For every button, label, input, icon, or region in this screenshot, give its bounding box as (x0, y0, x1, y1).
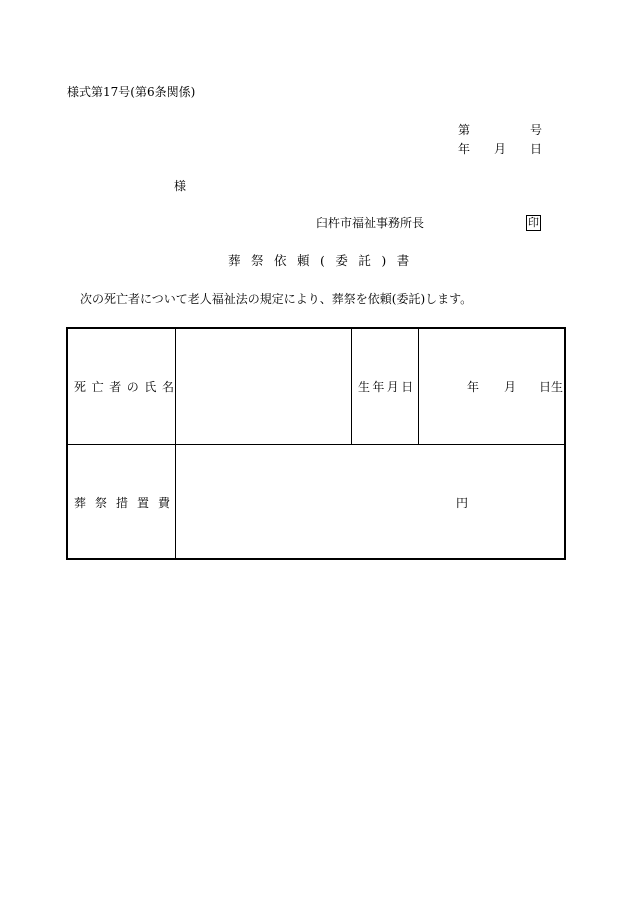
funeral-cost-label: 葬祭措置費 (74, 496, 180, 510)
funeral-cost-unit: 円 (456, 496, 469, 510)
deceased-name-label: 死亡者の氏名 (74, 380, 180, 394)
issue-date-month: 月 (494, 142, 507, 156)
request-statement: 次の死亡者について老人福祉法の規定により、葬祭を依頼(委託)します。 (80, 292, 473, 306)
addressee-honorific: 様 (174, 179, 187, 193)
table-name-birth-divider (351, 329, 352, 445)
birthdate-day-born: 日生 (539, 380, 564, 394)
table-birth-value-divider (418, 329, 419, 445)
document-title: 葬祭依頼(委託)書 (228, 253, 420, 268)
table-label-divider (175, 329, 176, 558)
document-number-suffix: 号 (530, 123, 543, 137)
document-number-prefix: 第 (458, 123, 471, 137)
table-row-divider (68, 444, 564, 445)
request-table (66, 327, 566, 560)
issue-date-year: 年 (458, 142, 471, 156)
birthdate-year: 年 (467, 380, 480, 394)
birthdate-label: 生年月日 (358, 380, 416, 394)
seal-stamp: 印 (528, 216, 539, 229)
birthdate-month: 月 (504, 380, 517, 394)
form-number: 様式第17号(第6条関係) (67, 85, 196, 99)
issue-date-day: 日 (530, 142, 543, 156)
issuer-name: 臼杵市福祉事務所長 (316, 216, 425, 230)
